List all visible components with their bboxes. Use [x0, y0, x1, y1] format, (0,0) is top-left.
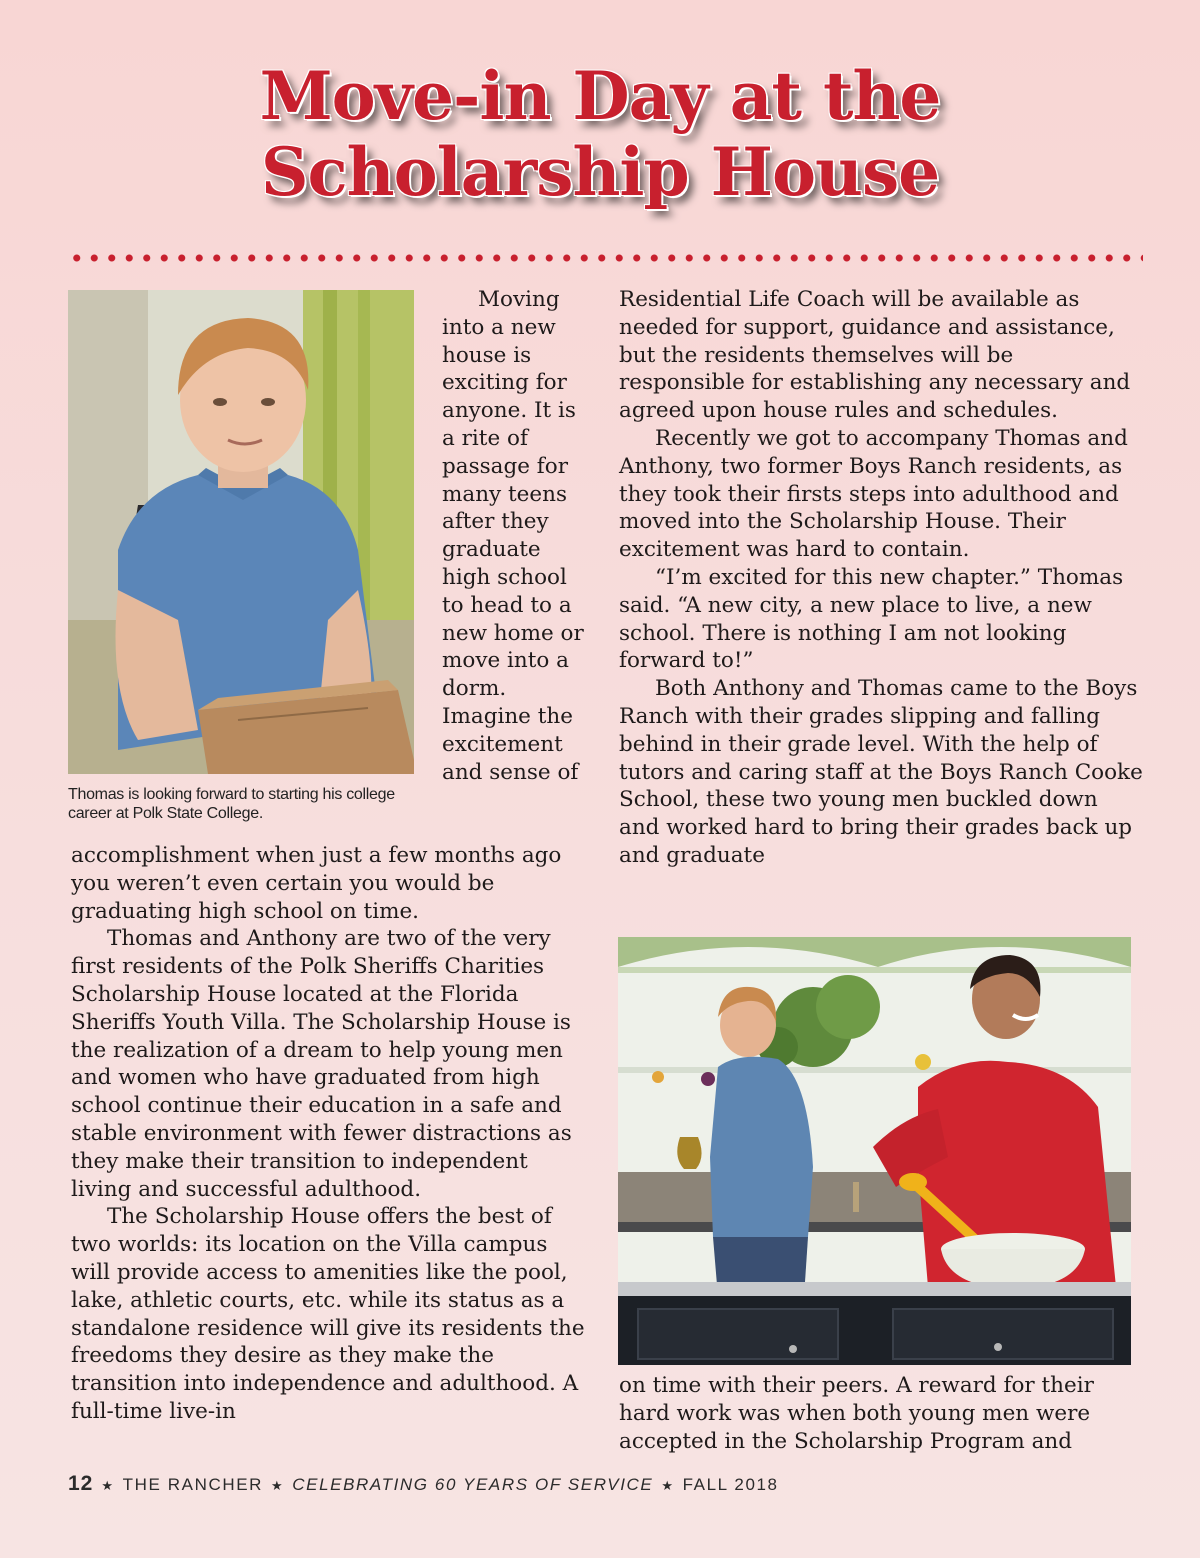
star-icon: ★ — [271, 1478, 285, 1493]
photo-caption: Thomas is looking forward to starting his college career at Polk State College. — [68, 786, 395, 822]
photo-thomas-with-box — [68, 290, 414, 774]
title-line-1: Move-in Day at the — [259, 57, 941, 135]
issue-date: FALL 2018 — [682, 1475, 779, 1494]
article-column-narrow — [442, 286, 592, 786]
article-paragraph: Both Anthony and Thomas came to the Boys Ranch with their grades slipping and falling behind in their grade level. With the help of tutors and caring staff at the Boys Ranch Cooke School, these two young men buckled down and worked hard to bring their grades back up and graduate — [619, 676, 1143, 868]
article-column-right-bottom — [619, 1372, 1144, 1455]
article-title — [0, 58, 1200, 210]
article-paragraph: Thomas and Anthony are two of the very first residents of the Polk Sheriffs Charities Scholarship House located at the Florida Sheriffs Youth Villa. The Scholarship House is the realization of a dream to help young men and women who have graduated from high school continue their education in a safe and stable environment with fewer distractions as they make their transition to independent living and successful adulthood. — [71, 926, 572, 1202]
publication-name: THE RANCHER — [122, 1475, 264, 1494]
photo-kitchen-illustration — [618, 937, 1131, 1365]
photo-thomas-illustration — [68, 290, 414, 774]
article-column-right — [619, 286, 1144, 870]
page-number: 12 — [68, 1472, 94, 1495]
publication-tagline: CELEBRATING 60 YEARS OF SERVICE — [292, 1475, 654, 1494]
dotted-divider — [68, 252, 1143, 264]
article-paragraph-continued: Residential Life Coach will be available as needed for support, guidance and assistance, but the residents themselves will be responsible for establishing any necessary and agreed upon house rules and schedules. — [619, 287, 1131, 424]
article-paragraph-intro: Moving into a new house is exciting for anyone. It is a rite of passage for many teens after they graduate high school to head to a new home or move into a dorm. Imagine the excitement and sense of — [442, 287, 584, 785]
star-icon: ★ — [101, 1478, 115, 1493]
photo-kitchen-scene — [618, 937, 1131, 1365]
article-paragraph: “I’m excited for this new chapter.” Thomas said. “A new city, a new place to live, a new school. There is nothing I am not looking forward to!” — [619, 564, 1124, 674]
star-icon: ★ — [661, 1478, 675, 1493]
article-column-left — [71, 842, 591, 1426]
article-paragraph-continued: on time with their peers. A reward for their hard work was when both young men were accepted in the Scholarship Program and — [619, 1373, 1094, 1454]
page-footer — [68, 1472, 779, 1496]
article-paragraph: The Scholarship House offers the best of two worlds: its location on the Villa campus will provide access to amenities like the pool, lake, athletic courts, etc. while its status as a standalone residence will give its residents the freedoms they desire as they make the transition into independence and adulthood. A full-time live-in — [71, 1204, 585, 1424]
article-paragraph: Recently we got to accompany Thomas and Anthony, two former Boys Ranch residents, as they took their firsts steps into adulthood and moved into the Scholarship House. Their excitement was hard to contain. — [619, 425, 1128, 563]
article-paragraph-continued: accomplishment when just a few months ago you weren’t even certain you would be graduating high school on time. — [71, 843, 562, 924]
title-line-2: Scholarship House — [260, 133, 940, 211]
